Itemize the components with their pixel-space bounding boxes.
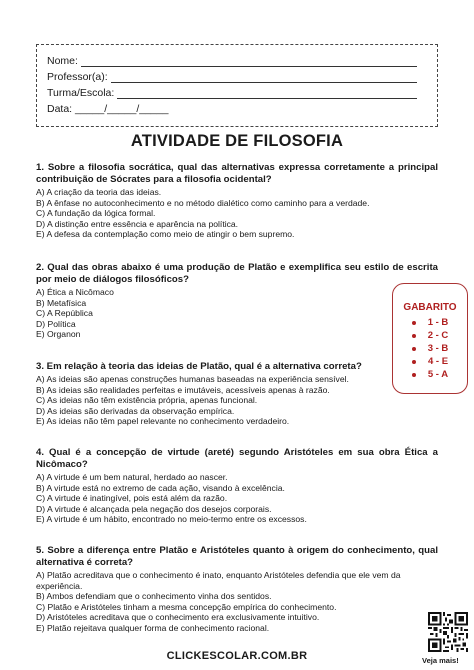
- date-label[interactable]: Data: _____/_____/_____: [47, 103, 169, 115]
- option-d: D) Política: [36, 318, 76, 329]
- answer-key-item: 5 - A: [393, 368, 467, 381]
- question-5: [36, 545, 438, 634]
- option-c: C) A fundação da lógica formal.: [36, 208, 156, 219]
- option-a: A) As ideias são apenas construções humanas baseadas na experiência sensível.: [36, 374, 349, 384]
- option-c: C) A República: [36, 308, 93, 319]
- answer-key-item: 1 - B: [393, 316, 467, 329]
- bullet-icon: [412, 360, 416, 364]
- answer-key-item: 2 - C: [393, 329, 467, 342]
- option-a: A) A criação da teoria das ideias.: [36, 187, 162, 197]
- option-d: D) Aristóteles acreditava que o conhecimento era exclusivamente intuitivo.: [36, 612, 320, 623]
- bullet-icon: [412, 347, 416, 351]
- option-c: C) As ideias não têm existência própria, apenas funcional.: [36, 395, 258, 406]
- question-text: 1. Sobre a filosofia socrática, qual das alternativas expressa corretamente a principal contribuição de Sócrates para a filosofia ocidental?: [36, 162, 438, 185]
- answer-key-item: 4 - E: [393, 355, 467, 368]
- option-e: E) As ideias não têm papel relevante no conhecimento verdadeiro.: [36, 416, 290, 427]
- option-a: A) A virtude é um bem natural, herdado ao nascer.: [36, 472, 228, 482]
- bullet-icon: [412, 321, 416, 325]
- question-text: 3. Em relação à teoria das ideias de Platão, qual é a alternativa correta?: [36, 361, 362, 372]
- option-b: B) Ambos defendiam que o conhecimento vinha dos sentidos.: [36, 591, 272, 602]
- question-text: 5. Sobre a diferença entre Platão e Aristóteles quanto à origem do conhecimento, qual alternativa é correta?: [36, 545, 438, 568]
- bullet-icon: [412, 373, 416, 377]
- option-b: B) As ideias são realidades perfeitas e imutáveis, acessíveis apenas à razão.: [36, 384, 330, 395]
- option-e: E) Platão rejeitava qualquer forma de conhecimento racional.: [36, 622, 270, 633]
- professor-line[interactable]: [111, 73, 417, 83]
- professor-label: Professor(a):: [47, 71, 108, 83]
- see-more-label[interactable]: Veja mais!: [422, 656, 459, 665]
- option-d: D) A distinção entre essência e aparência na política.: [36, 218, 239, 229]
- name-label: Nome:: [47, 55, 78, 67]
- question-text: 2. Qual das obras abaixo é uma produção de Platão e exemplifica seu estilo de escrita por meio de diálogos filosóficos?: [36, 262, 438, 285]
- school-line[interactable]: [117, 89, 417, 99]
- answer-key-box: [392, 283, 468, 394]
- footer-website[interactable]: CLICKESCOLAR.COM.BR: [166, 650, 308, 662]
- name-row: [47, 51, 427, 67]
- option-a: A) Platão acreditava que o conhecimento é inato, enquanto Aristóteles defendia que ele vem da experiência.: [36, 570, 401, 591]
- date-row: [47, 99, 427, 115]
- question-4: [36, 447, 438, 525]
- option-b: B) A virtude está no extremo de cada ação, visando à excelência.: [36, 482, 285, 493]
- question-text: 4. Qual é a concepção de virtude (areté) segundo Aristóteles em sua obra Ética a Nicômaco?: [36, 447, 438, 470]
- option-c: C) A virtude é inatingível, pois está além da razão.: [36, 493, 228, 504]
- option-c: C) Platão e Aristóteles tinham a mesma concepção empírica do conhecimento.: [36, 601, 337, 612]
- question-1: [36, 162, 438, 240]
- bullet-icon: [412, 334, 416, 338]
- answer-key-title: GABARITO: [403, 302, 457, 313]
- option-e: E) A virtude é um hábito, encontrado no meio-termo entre os excessos.: [36, 514, 307, 525]
- page-title: ATIVIDADE DE FILOSOFIA: [130, 132, 344, 150]
- student-info-box: [36, 44, 438, 127]
- option-b: B) Metafísica: [36, 297, 87, 308]
- answer-key-item: 3 - B: [393, 342, 467, 355]
- option-d: D) As ideias são derivadas da observação empírica.: [36, 405, 235, 416]
- school-label: Turma/Escola:: [47, 87, 115, 99]
- option-d: D) A virtude é alcançada pela negação dos desejos corporais.: [36, 503, 272, 514]
- professor-row: [47, 67, 427, 83]
- option-a: A) Ética a Nicômaco: [36, 287, 114, 297]
- qr-code-icon[interactable]: [428, 612, 468, 652]
- option-b: B) A ênfase no autoconhecimento e no método dialético como caminho para a verdade.: [36, 197, 370, 208]
- option-e: E) A defesa da contemplação como meio de atingir o bem supremo.: [36, 229, 295, 240]
- school-row: [47, 83, 427, 99]
- option-e: E) Organon: [36, 329, 81, 340]
- question-3: [36, 361, 438, 427]
- answer-key-list: [393, 316, 467, 381]
- name-line[interactable]: [81, 57, 417, 67]
